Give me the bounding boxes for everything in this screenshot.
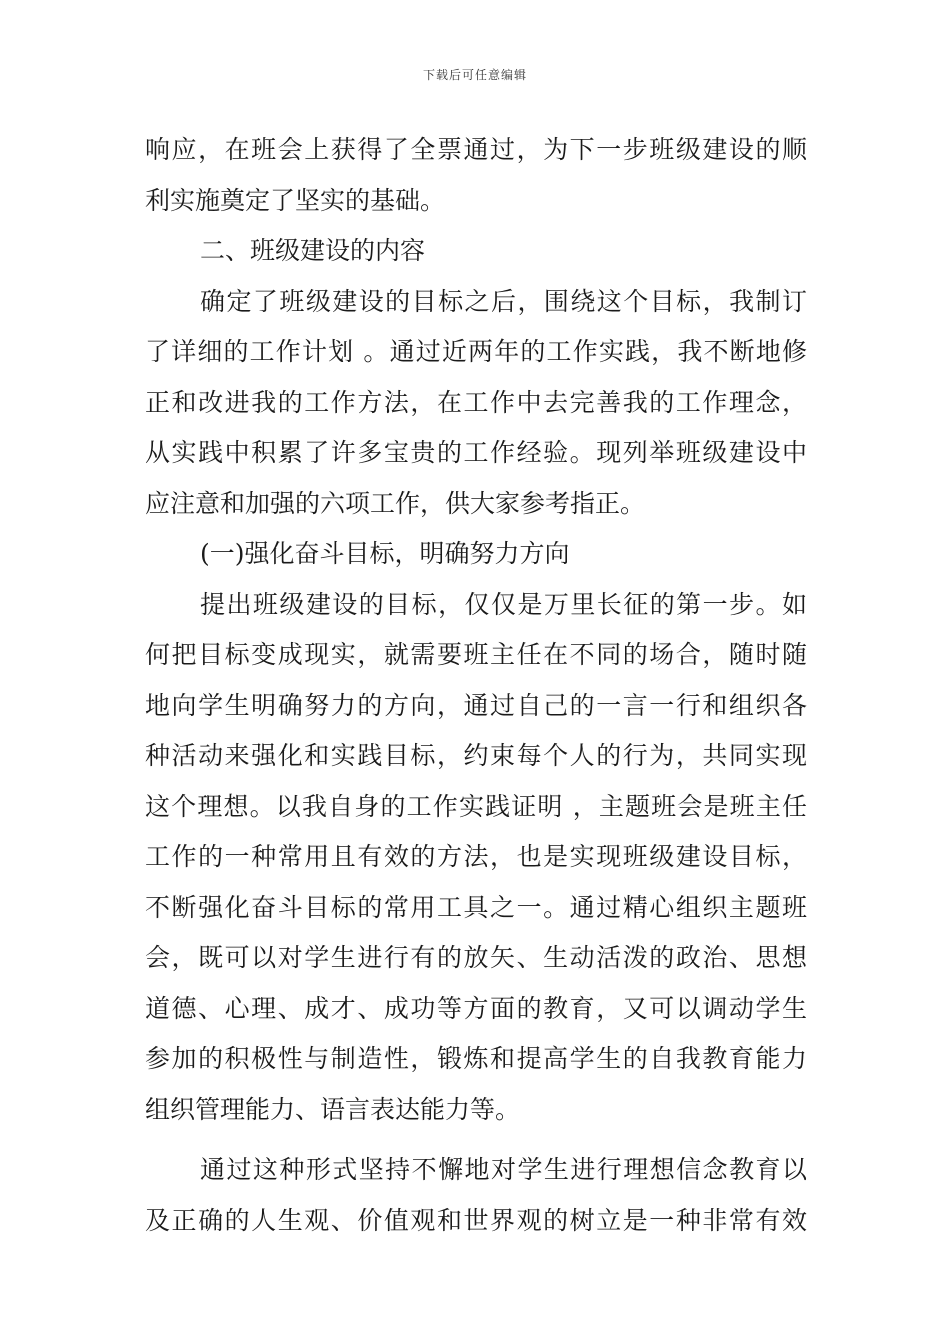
text-line: 应注意和加强的六项工作，供大家参考指正。	[145, 488, 646, 518]
text-line: 正和改进我的工作方法，在工作中去完善我的工作理念，	[145, 387, 807, 417]
text-line: 工作的一种常用且有效的方法，也是实现班级建设目标，	[145, 842, 807, 871]
text-line: 道德、心理、成才、成功等方面的教育，又可以调动学生	[145, 993, 807, 1023]
text-line: 响应，在班会上获得了全票通过，为下一步班级建设的顺	[145, 135, 807, 164]
text-line: 不断强化奋斗目标的常用工具之一。通过精心组织主题班	[145, 892, 807, 922]
text-line: 何把目标变成现实，就需要班主任在不同的场合，随时随	[145, 640, 807, 669]
text-line: 及正确的人生观、价值观和世界观的树立是一种非常有效	[145, 1205, 807, 1235]
page-header: 下载后可任意编辑	[422, 68, 527, 82]
subsection-heading: (一)强化奋斗目标，明确努力方向	[200, 539, 570, 568]
text-line: 种活动来强化和实践目标，约束每个人的行为，共同实现	[145, 741, 807, 770]
text-line: 提出班级建设的目标，仅仅是万里长征的第一步。如	[200, 589, 807, 619]
text-line: 了详细的工作计划 。通过近两年的工作实践，我不断地修	[145, 337, 807, 366]
text-line: 从实践中积累了许多宝贵的工作经验。现列举班级建设中	[145, 438, 807, 467]
text-line: 会，既可以对学生进行有的放矢、生动活泼的政治、思想	[145, 943, 807, 972]
text-line: 这个理想。以我自身的工作实践证明 ，主题班会是班主任	[145, 791, 807, 821]
text-line: 利实施奠定了坚实的基础。	[145, 185, 446, 215]
section-heading: 二、班级建设的内容	[200, 236, 426, 265]
text-line: 确定了班级建设的目标之后，围绕这个目标，我制订	[200, 286, 807, 316]
text-line: 通过这种形式坚持不懈地对学生进行理想信念教育以	[200, 1155, 807, 1184]
document-body	[145, 125, 807, 1246]
text-line: 参加的积极性与制造性，锻炼和提高学生的自我教育能力	[145, 1044, 807, 1073]
text-line: 组织管理能力、语言表达能力等。	[145, 1094, 521, 1124]
text-line: 地向学生明确努力的方向，通过自己的一言一行和组织各	[145, 690, 807, 720]
